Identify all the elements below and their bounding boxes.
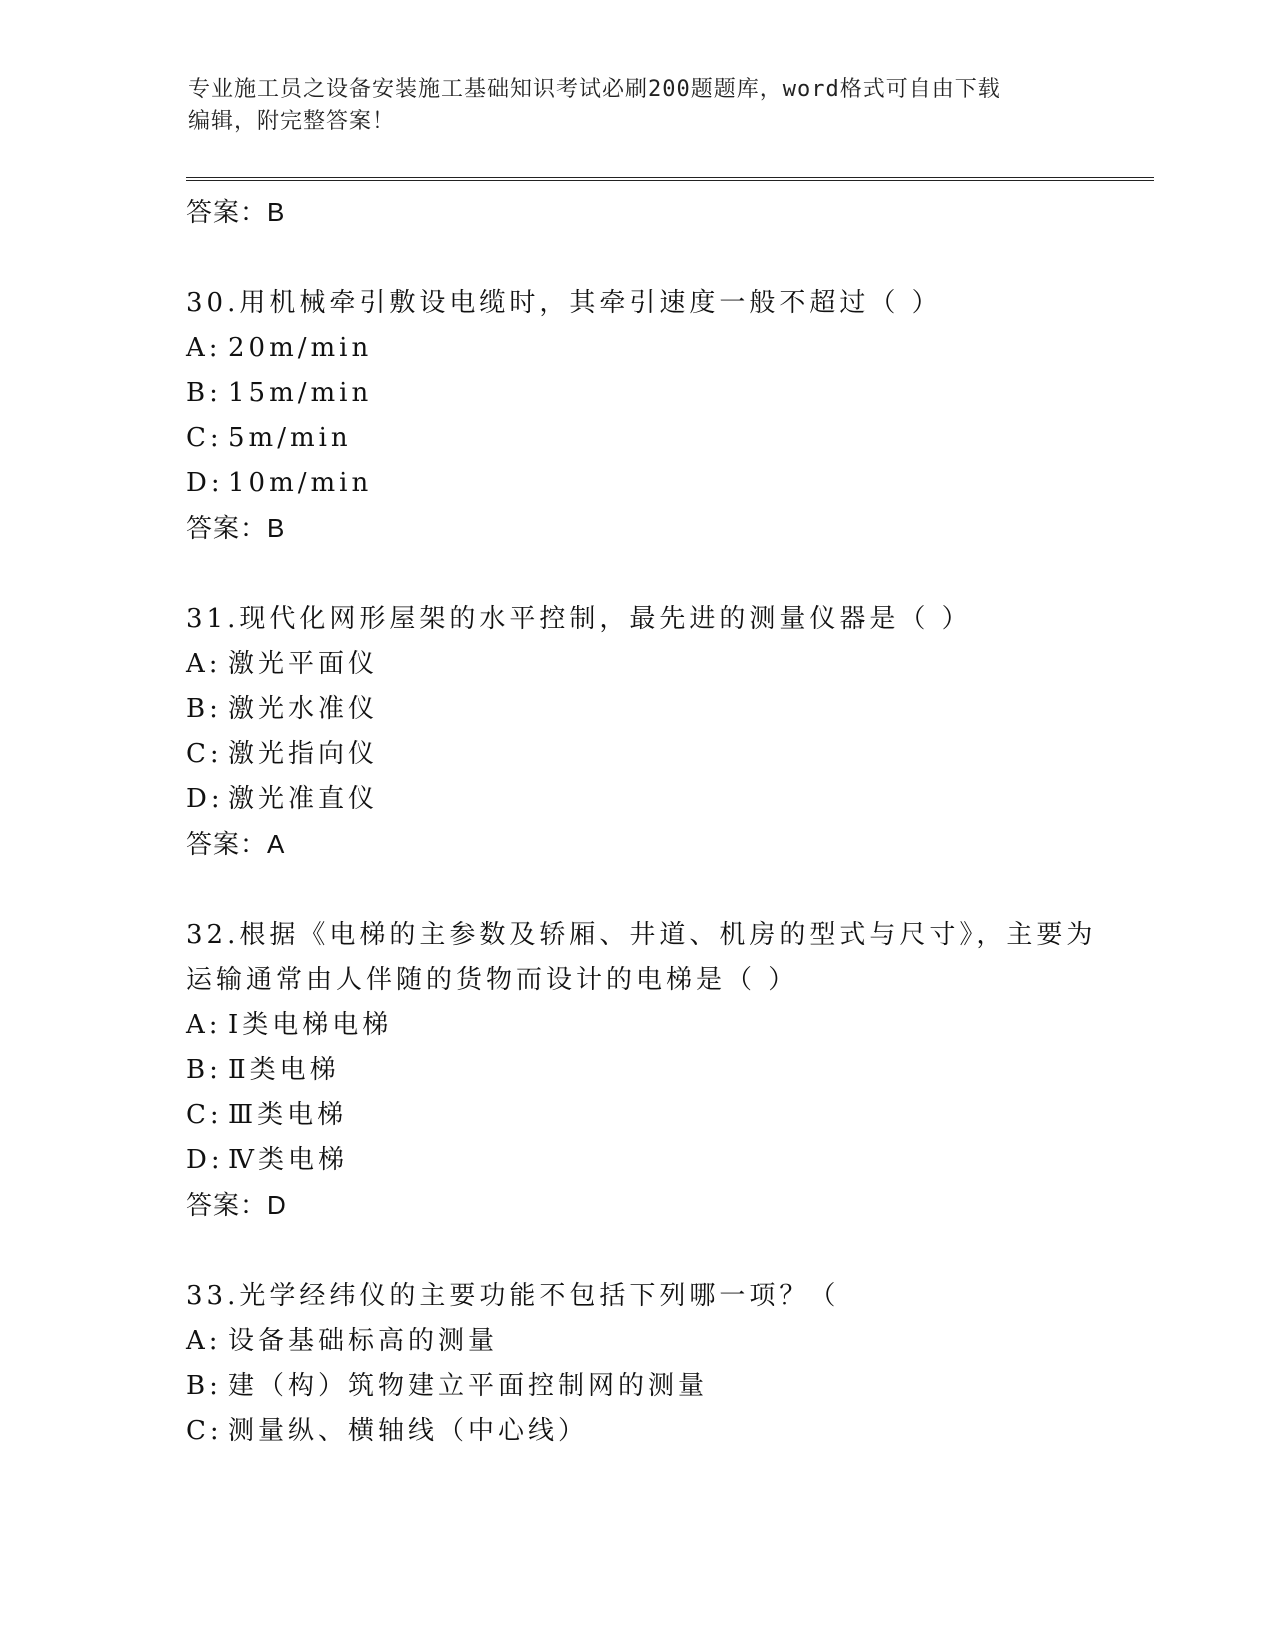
option-c: C: 5m/min — [186, 423, 352, 453]
option-b: B: 建（构）筑物建立平面控制网的测量 — [186, 1371, 709, 1401]
answer-line: 答案：B — [186, 513, 286, 543]
answer-line: 答案：A — [186, 829, 286, 859]
question-item — [186, 281, 1146, 551]
header-divider — [186, 177, 1154, 181]
answer-line: 答案：D — [186, 1190, 287, 1220]
option-c: C: 激光指向仪 — [186, 739, 379, 769]
option-a: A: 设备基础标高的测量 — [186, 1326, 499, 1356]
option-a: A: 激光平面仪 — [186, 649, 379, 679]
option-b: B: 激光水准仪 — [186, 694, 379, 724]
question-text: 30.用机械牵引敷设电缆时，其牵引速度一般不超过（ ） — [186, 288, 942, 318]
question-text-line-1: 32.根据《电梯的主参数及轿厢、井道、机房的型式与尺寸》，主要为 — [186, 920, 1097, 950]
option-d: D: 10m/min — [186, 468, 373, 498]
option-a: A: 20m/min — [186, 333, 373, 363]
option-b: B: Ⅱ类电梯 — [186, 1055, 340, 1085]
option-c: C: Ⅲ类电梯 — [186, 1100, 348, 1130]
answer-line: 答案：B — [186, 197, 286, 227]
question-item — [186, 913, 1146, 1228]
option-c: C: 测量纵、横轴线（中心线） — [186, 1416, 589, 1446]
question-item — [186, 597, 1146, 867]
option-a: A: Ⅰ类电梯电梯 — [186, 1010, 393, 1040]
option-b: B: 15m/min — [186, 378, 373, 408]
option-d: D: Ⅳ类电梯 — [186, 1145, 348, 1175]
header-line-2: 编辑，附完整答案！ — [188, 109, 396, 134]
document-header — [188, 74, 1068, 138]
option-d: D: 激光准直仪 — [186, 784, 379, 814]
header-line-1: 专业施工员之设备安装施工基础知识考试必刷200题题库，word格式可自由下载 — [188, 77, 1001, 102]
question-text-line-2: 运输通常由人伴随的货物而设计的电梯是（ ） — [186, 965, 799, 995]
question-list — [186, 190, 1146, 1454]
question-text: 31.现代化网形屋架的水平控制，最先进的测量仪器是（ ） — [186, 604, 972, 634]
question-text: 33.光学经纬仪的主要功能不包括下列哪一项？（ — [186, 1281, 840, 1311]
question-item — [186, 1274, 1146, 1454]
